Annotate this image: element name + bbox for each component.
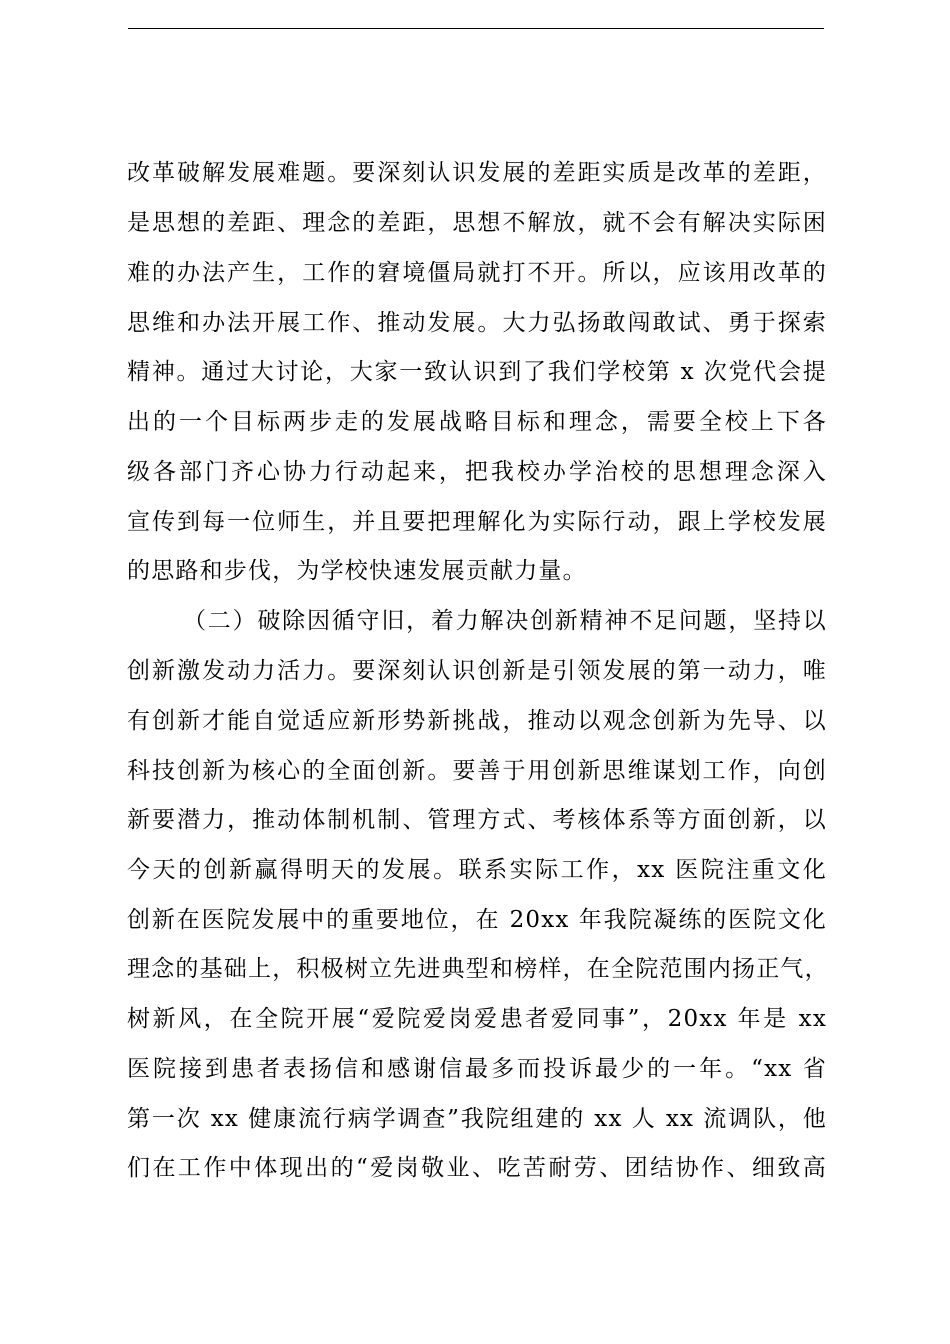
paragraph-line: 理念的基础上，积极树立先进典型和榜样，在全院范围内扬正气， — [127, 956, 829, 982]
header-rule — [128, 28, 824, 29]
paragraph-line: 树新风，在全院开展“爱院爱岗爱患者爱同事”，20xx 年是 xx — [127, 1006, 827, 1032]
paragraph-line: 今天的创新赢得明天的发展。联系实际工作，xx 医院注重文化 — [127, 857, 827, 883]
paragraph-line: 级各部门齐心协力行动起来，把我校办学治校的思想理念深入 — [127, 459, 827, 485]
paragraph-line: 科技创新为核心的全面创新。要善于用创新思维谋划工作，向创 — [127, 758, 827, 784]
paragraph-line: 改革破解发展难题。要深刻认识发展的差距实质是改革的差距， — [127, 160, 827, 186]
section-heading-line: （二）破除因循守旧，着力解决创新精神不足问题，坚持以 — [183, 608, 827, 634]
paragraph-line: 的思路和步伐，为学校快速发展贡献力量。 — [127, 558, 587, 584]
paragraph-line: 第一次 xx 健康流行病学调查”我院组建的 xx 人 xx 流调队，他 — [127, 1106, 827, 1132]
paragraph-line: 有创新才能自觉适应新形势新挑战，推动以观念创新为先导、以 — [127, 708, 827, 734]
paragraph-line: 难的办法产生，工作的窘境僵局就打不开。所以，应该用改革的 — [127, 260, 827, 286]
paragraph-line: 创新激发动力活力。要深刻认识创新是引领发展的第一动力，唯 — [127, 658, 827, 684]
paragraph-line: 创新在医院发展中的重要地位，在 20xx 年我院凝练的医院文化 — [127, 907, 827, 933]
paragraph-line: 新要潜力，推动体制机制、管理方式、考核体系等方面创新，以 — [127, 807, 827, 833]
paragraph-line: 宣传到每一位师生，并且要把理解化为实际行动，跟上学校发展 — [127, 509, 827, 535]
paragraph-line: 是思想的差距、理念的差距，思想不解放，就不会有解决实际困 — [127, 210, 827, 236]
paragraph-line: 思维和办法开展工作、推动发展。大力弘扬敢闯敢试、勇于探索 — [127, 310, 827, 336]
paragraph-line: 精神。通过大讨论，大家一致认识到了我们学校第 x 次党代会提 — [127, 359, 827, 385]
paragraph-line: 们在工作中体现出的“爱岗敬业、吃苦耐劳、团结协作、细致高 — [127, 1155, 827, 1181]
paragraph-line: 医院接到患者表扬信和感谢信最多而投诉最少的一年。“xx 省 — [127, 1056, 827, 1082]
paragraph-line: 出的一个目标两步走的发展战略目标和理念，需要全校上下各 — [127, 409, 827, 435]
